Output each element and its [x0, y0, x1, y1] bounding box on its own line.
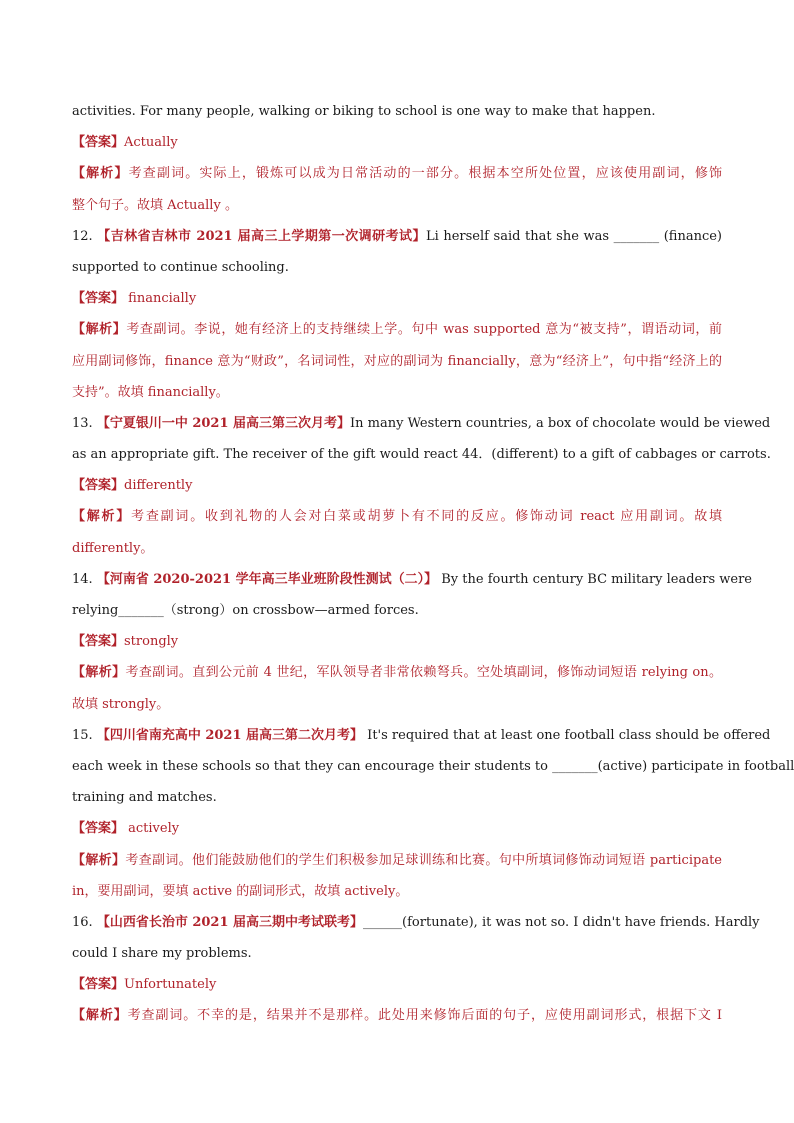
- text-line: [72, 626, 722, 657]
- text-line: [72, 813, 722, 844]
- answer-label: 【答案】: [72, 291, 125, 307]
- text-segment: 考查副词。李说，她有经济上的支持继续上学。句中 was supported 意为“被支持”，谓语动词，前: [126, 322, 722, 338]
- question-source: 【四川省南充高中 2021 届高三第二次月考】: [96, 727, 364, 743]
- text-line: [72, 221, 722, 252]
- text-segment: 考查副词。他们能鼓励他们的学生们积极参加足球训练和比赛。句中所填词修饰动词短语 participate: [125, 852, 722, 868]
- question-source: 【吉林省吉林市 2021 届高三上学期第一次调研考试】: [97, 228, 426, 244]
- answer-label: 【答案】: [72, 135, 125, 151]
- text-segment: differently。: [72, 540, 154, 556]
- text-segment: 整个句子。故填 Actually 。: [72, 197, 238, 213]
- text-line: [72, 439, 771, 470]
- text-line: [72, 533, 722, 564]
- text-line: [72, 595, 722, 626]
- question-number: 16.: [72, 914, 97, 930]
- question-source: 【宁夏银川一中 2021 届高三第三次月考】: [96, 415, 351, 431]
- text-segment: Actually: [124, 135, 178, 151]
- text-line: [72, 283, 722, 314]
- text-segment: In many Western countries, a box of chocolate would be viewed: [350, 415, 771, 431]
- question-source: 【河南省 2020-2021 学年高三毕业班阶段性测试（二）】: [96, 571, 438, 587]
- question-number: 15.: [72, 727, 97, 743]
- text-line: [72, 377, 722, 408]
- text-segment: each week in these schools so that they can encourage their students to _______(active) participate in football: [72, 758, 794, 774]
- question-source: 【山西省长治市 2021 届高三期中考试联考】: [96, 914, 364, 930]
- document-body: [72, 96, 794, 1032]
- text-segment: 考查副词。实际上，锻炼可以成为日常活动的一部分。根据本空所处位置，应该使用副词，修饰: [128, 166, 722, 182]
- analysis-label: 【解析】: [72, 322, 127, 338]
- text-line: [72, 501, 722, 532]
- text-line: [72, 876, 722, 907]
- answer-label: 【答案】: [72, 977, 125, 993]
- text-segment: could I share my problems.: [72, 946, 252, 962]
- text-line: [72, 346, 722, 377]
- question-number: 12.: [72, 228, 98, 244]
- text-segment: relying_______（strong）on crossbow—armed forces.: [72, 603, 419, 618]
- text-line: [72, 845, 722, 876]
- text-segment: It's required that at least one football class should be offered: [363, 727, 771, 743]
- text-line: [72, 564, 753, 595]
- answer-label: 【答案】: [72, 821, 125, 837]
- text-line: [72, 127, 722, 158]
- text-segment: By the fourth century BC military leaders were: [437, 571, 753, 587]
- text-segment: 考查副词。收到礼物的人会对白菜或胡萝卜有不同的反应。修饰动词 react 应用副词。故填: [131, 509, 722, 525]
- text-segment: 故填 strongly。: [72, 696, 170, 712]
- text-segment: actively: [124, 821, 180, 837]
- text-segment: Unfortunately: [124, 977, 217, 993]
- text-line: [72, 657, 722, 688]
- text-line: [72, 689, 722, 720]
- question-number: 13.: [72, 415, 97, 431]
- text-segment: 支持”。故填 financially。: [72, 384, 229, 400]
- question-number: 14.: [72, 571, 97, 587]
- text-segment: in，要用副词，要填 active 的副词形式，故填 actively。: [72, 883, 409, 899]
- text-line: [72, 470, 722, 501]
- text-line: [72, 938, 722, 969]
- text-segment: Li herself said that she was _______ (finance): [425, 228, 723, 244]
- analysis-label: 【解析】: [72, 1008, 128, 1024]
- text-line: [72, 314, 722, 345]
- text-line: [72, 158, 722, 189]
- text-segment: financially: [124, 291, 197, 307]
- text-line: [72, 782, 722, 813]
- text-line: [72, 969, 722, 1000]
- text-segment: as an appropriate gift. The receiver of the gift would react 44．(different) to a gift of cabbages or carrots.: [72, 447, 771, 463]
- text-segment: differently: [124, 478, 193, 494]
- text-line: [72, 720, 771, 751]
- analysis-label: 【解析】: [72, 665, 126, 681]
- text-line: [72, 96, 722, 127]
- text-segment: strongly: [124, 634, 179, 650]
- text-line: [72, 751, 794, 782]
- text-segment: ______(fortunate), it was not so. I didn't have friends. Hardly: [363, 914, 760, 930]
- answer-label: 【答案】: [72, 634, 125, 650]
- text-segment: 考查副词。直到公元前 4 世纪，军队领导者非常依赖弩兵。空处填副词，修饰动词短语 relying on。: [125, 665, 722, 681]
- text-segment: 应用副词修饰，finance 意为“财政”，名词词性，对应的副词为 financially，意为“经济上”，句中指“经济上的: [72, 353, 722, 369]
- text-segment: supported to continue schooling.: [72, 259, 289, 275]
- text-segment: 考查副词。不幸的是，结果并不是那样。此处用来修饰后面的句子，应使用副词形式，根据下文 I: [127, 1008, 722, 1024]
- text-line: [72, 190, 722, 221]
- text-segment: training and matches.: [72, 790, 217, 806]
- text-segment: activities. For many people, walking or biking to school is one way to make that happen.: [72, 104, 656, 119]
- text-line: [72, 1000, 722, 1031]
- analysis-label: 【解析】: [72, 852, 126, 868]
- text-line: [72, 907, 760, 938]
- analysis-label: 【解析】: [72, 166, 129, 182]
- analysis-label: 【解析】: [72, 509, 132, 525]
- answer-label: 【答案】: [72, 478, 125, 494]
- text-line: [72, 252, 722, 283]
- text-line: [72, 408, 771, 439]
